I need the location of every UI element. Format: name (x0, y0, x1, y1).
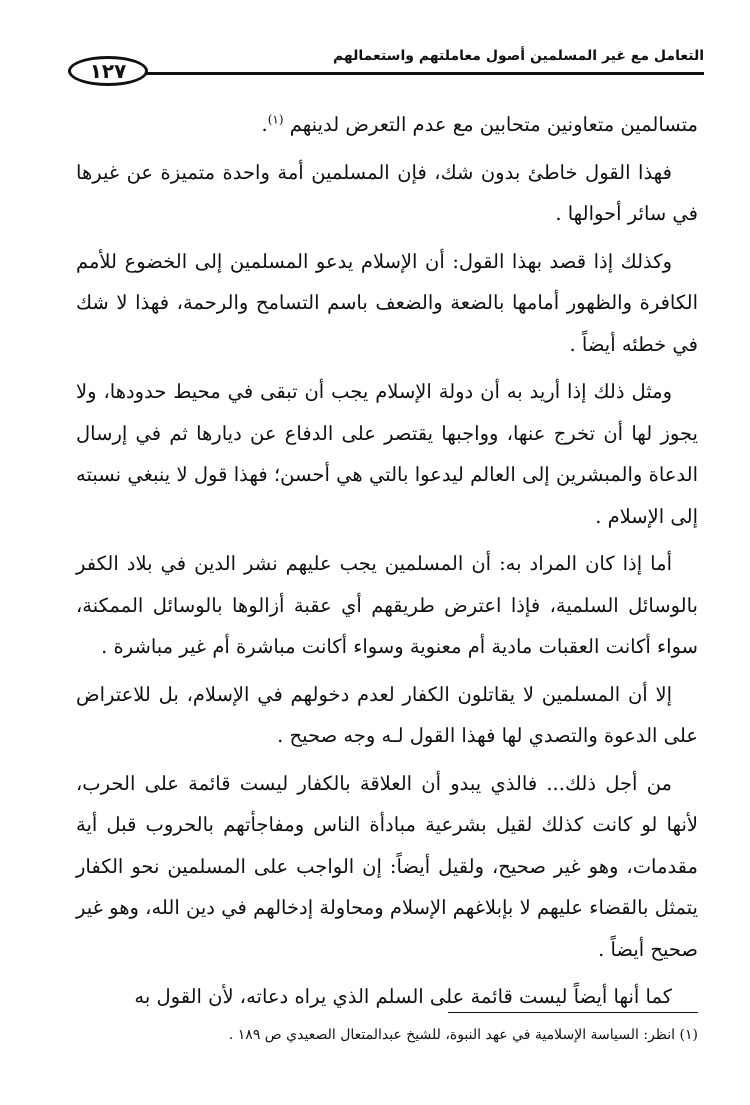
paragraph-text: فهذا القول خاطئ بدون شك، فإن المسلمين أمة واحدة متميزة عن غيرها في سائر أحوالها . (76, 160, 698, 225)
paragraph-text: إلا أن المسلمين لا يقاتلون الكفار لعدم دخولهم في الإسلام، بل للاعتراض على الدعوة والتصدي لها فهذا القول لـه وجه صحيح . (76, 682, 698, 747)
header-rule (126, 72, 704, 75)
paragraph (76, 241, 698, 366)
paragraph (76, 543, 698, 668)
paragraph (76, 152, 698, 235)
running-title: التعامل مع غير المسلمين أصول معاملتهم واستعمالهم (332, 48, 704, 64)
paragraph-text: متسالمين متعاونين متحابين مع عدم التعرض لدينهم (289, 113, 698, 136)
footnote-rule (448, 1012, 698, 1013)
paragraph-tail: . (261, 113, 268, 136)
page-number: ١٢٧ (68, 56, 148, 86)
paragraph-text: وكذلك إذا قصد بهذا القول: أن الإسلام يدعو المسلمين إلى الخضوع للأمم الكافرة والظهور أمامها بالضعة والضعف باسم التسامح والرحمة، فهذا لا شك في خطئه أيضاً . (76, 249, 698, 356)
footnote: (١) انظر: السياسة الإسلامية في عهد النبوة، للشيخ عبدالمتعال الصعيدي ص ١٨٩ . (228, 1027, 698, 1043)
paragraph-text: كما أنها أيضاً ليست قائمة على السلم الذي يراه دعاته، لأن القول به (134, 985, 672, 1008)
paragraph (76, 674, 698, 757)
body-text (76, 104, 698, 1024)
paragraph (76, 763, 698, 971)
paragraph (76, 371, 698, 537)
paragraph-text: أما إذا كان المراد به: أن المسلمين يجب عليهم نشر الدين في بلاد الكفر بالوسائل السلمية، فإذا اعترض طريقهم أي عقبة أزالوها بالوسائل الممكنة، سواء أكانت العقبات مادية أم معنوية وسواء أكانت مباشرة أم غير مباشرة . (76, 552, 698, 658)
paragraph (76, 104, 698, 146)
paragraph-text: ومثل ذلك إذا أريد به أن دولة الإسلام يجب أن تبقى في محيط حدودها، ولا يجوز لها أن تخرج عنها، وواجبها يقتصر على الدفاع عن ديارها ثم في إرسال الدعاة والمبشرين إلى العالم ليدعوا بالتي هي أحسن؛ فهذا قول لا ينبغي نسبته إلى الإسلام . (76, 380, 698, 528)
page-header (68, 44, 704, 94)
paragraph-text: من أجل ذلك... فالذي يبدو أن العلاقة بالكفار ليست قائمة على الحرب، لأنها لو كانت كذلك لقيل بشرعية مبادأة الناس ومفاجأتهم بالحروب قبل أية مقدمات، وهو غير صحيح، ولقيل أيضاً: إن الواجب على المسلمين نحو الكفار يتمثل بالقضاء عليهم لا بإبلاغهم الإسلام ومحاولة إدخالهم في دين الله، وهو غير صحيح أيضاً . (76, 771, 698, 961)
footnote-reference: (١) (267, 112, 284, 127)
